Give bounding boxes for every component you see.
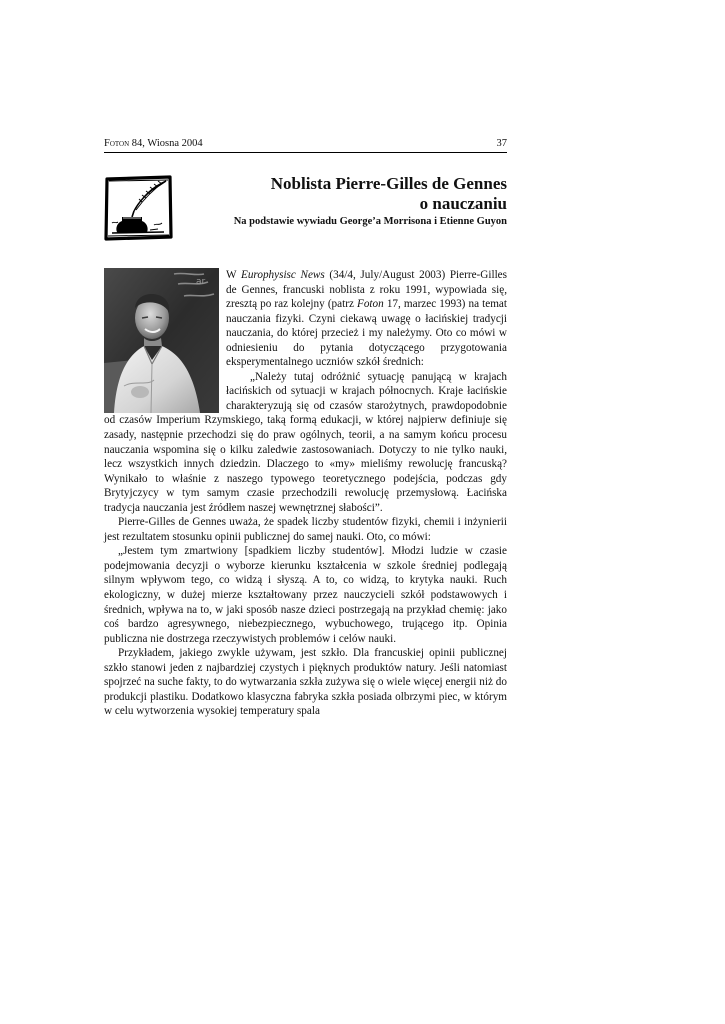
ink-pot-quill-drawing bbox=[104, 175, 174, 241]
paragraph-glass-example: Przykładem, jakiego zwykle używam, jest szkło. Dla francuskiej opinii publicznej szkło stanowi jeden z najbardziej czystych i pięknych produktów natury. Jeśli natomiast spojrzeć na suche fakty, to do wytwarzania szkła zużywa się o wiele więcej energii niż do produkcji plastiku. Dodatkowo klasyczna fabryka szkła posiada olbrzymi piec, w którym w celu wytworzenia wysokiej temperatury spala bbox=[104, 647, 507, 718]
journal-name: Foton bbox=[104, 138, 130, 149]
photo-wrap-space bbox=[104, 268, 226, 413]
article-title-line-1: Noblista Pierre-Gilles de Gennes bbox=[270, 174, 507, 193]
paragraph-student-decline: Pierre-Gilles de Gennes uważa, że spadek liczby studentów fizyki, chemii i inżynierii jest rezultatem stosunku opinii publicznej do samej nauki. Oto, co mówi: bbox=[104, 516, 507, 543]
journal-issue bbox=[104, 138, 203, 150]
journal-reference: Foton bbox=[357, 298, 384, 311]
journal-issue-info: 84, Wiosna 2004 bbox=[129, 138, 203, 149]
paragraph-quote-public-opinion: „Jestem tym zmartwiony [spadkiem liczby studentów]. Młodzi ludzie w czasie podejmowania decyzji o wyborze kierunku kształcenia w szkole średniej podlegają silnym wpływom tego, co widzą i słyszą. A to, co widzą, to krytyka nauki. Ruch ekologiczny, w dużej mierze kształtowany przez nauczycieli szkół podstawowych i średnich, wpływa na to, w jaki sposób nasze dzieci postrzegają na przykład chemię: jako coś bardzo agresywnego, niebezpiecznego, wybuchowego, trującego itp. Opinia publiczna nie dostrzega rzeczywistych problemów i celów nauki. bbox=[104, 545, 507, 645]
paragraph-quote-latin-tradition: „Należy tutaj odróżnić sytuację panującą w krajach łacińskich od sytuacji w krajach północnych. Kraje łacińskie charakteryzują się od czasów starożytnych, prawdopodobnie od czasów Imperium Rzymskiego, taką formą edukacji, w której najpierw definiuje się zasady, następnie przechodzi się do praw ogólnych, teorii, a na samym końcu procesu nauczania wspomina się o kilku zaledwie zastosowaniach. Dotyczy to nie tylko nauki, lecz wszystkich innych dziedzin. Dlaczego to «my» mieliśmy rewolucję francuską? Wynikało to właśnie z naszego typowego teoretycznego podejścia, podczas gdy Brytyjczycy w tym samym czasie przechodzili rewolucję przemysłową. Łacińska tradycja nauczania jest źródłem naszej wewnętrznej słabości”. bbox=[104, 370, 507, 514]
article-subtitle: Na podstawie wywiadu George’a Morrisona i Etienne Guyon bbox=[233, 216, 507, 227]
svg-text:ar: ar bbox=[196, 277, 206, 287]
intro-text-b: (34/4, July/August 2003) Pierre-Gilles de Gennes, francuski noblista z roku 1991, wypowiada się, zresztą po raz kolejny (patrz bbox=[226, 269, 507, 311]
article-body bbox=[104, 268, 507, 719]
article-title-line-2: o nauczaniu bbox=[419, 194, 507, 213]
ink-pot-quill-icon bbox=[104, 175, 174, 241]
article-title bbox=[177, 174, 507, 214]
intro-text-c: 17, marzec 1993) na temat nauczania fizyki. Czyni ciekawą uwagę o łacińskiej tradycji nauczania, do której przecież i my należymy. Oto co mówi w odniesieniu do pytania dotyczącego przygotowania eksperymentalnego uczniów szkół średnich: bbox=[226, 298, 507, 369]
intro-text-a: W bbox=[226, 269, 241, 281]
page-number: 37 bbox=[496, 138, 507, 149]
running-header bbox=[104, 138, 507, 153]
source-title: Europhysisc News bbox=[240, 269, 325, 281]
